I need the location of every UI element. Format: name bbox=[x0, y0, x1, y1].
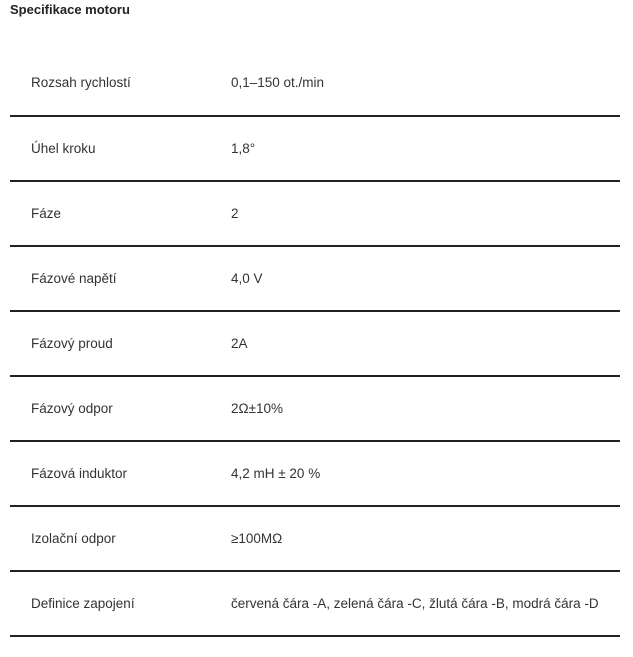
table-row bbox=[10, 571, 620, 636]
table-row bbox=[10, 506, 620, 571]
table-row bbox=[10, 181, 620, 246]
table-row bbox=[10, 376, 620, 441]
table-row bbox=[10, 50, 620, 116]
motor-spec-table bbox=[10, 50, 620, 637]
spec-table-body bbox=[10, 50, 620, 636]
spec-label: Fáze bbox=[10, 181, 231, 246]
spec-label: Rozsah rychlostí bbox=[10, 50, 231, 116]
spec-value: 4,2 mH ± 20 % bbox=[231, 441, 620, 506]
page-title: Specifikace motoru bbox=[10, 2, 130, 17]
table-row bbox=[10, 116, 620, 181]
spec-label: Fázové napětí bbox=[10, 246, 231, 311]
table-row bbox=[10, 441, 620, 506]
spec-label: Úhel kroku bbox=[10, 116, 231, 181]
spec-label: Fázová induktor bbox=[10, 441, 231, 506]
spec-value: 0,1–150 ot./min bbox=[231, 50, 620, 116]
spec-value: 2 bbox=[231, 181, 620, 246]
spec-label: Fázový odpor bbox=[10, 376, 231, 441]
table-row bbox=[10, 246, 620, 311]
spec-value: 1,8° bbox=[231, 116, 620, 181]
spec-label: Izolační odpor bbox=[10, 506, 231, 571]
spec-label: Definice zapojení bbox=[10, 571, 231, 636]
table-row bbox=[10, 311, 620, 376]
spec-label: Fázový proud bbox=[10, 311, 231, 376]
spec-value: 4,0 V bbox=[231, 246, 620, 311]
spec-value: červená čára -A, zelená čára -C, žlutá čára -B, modrá čára -D bbox=[231, 571, 620, 636]
spec-value: ≥100MΩ bbox=[231, 506, 620, 571]
spec-value: 2A bbox=[231, 311, 620, 376]
spec-value: 2Ω±10% bbox=[231, 376, 620, 441]
